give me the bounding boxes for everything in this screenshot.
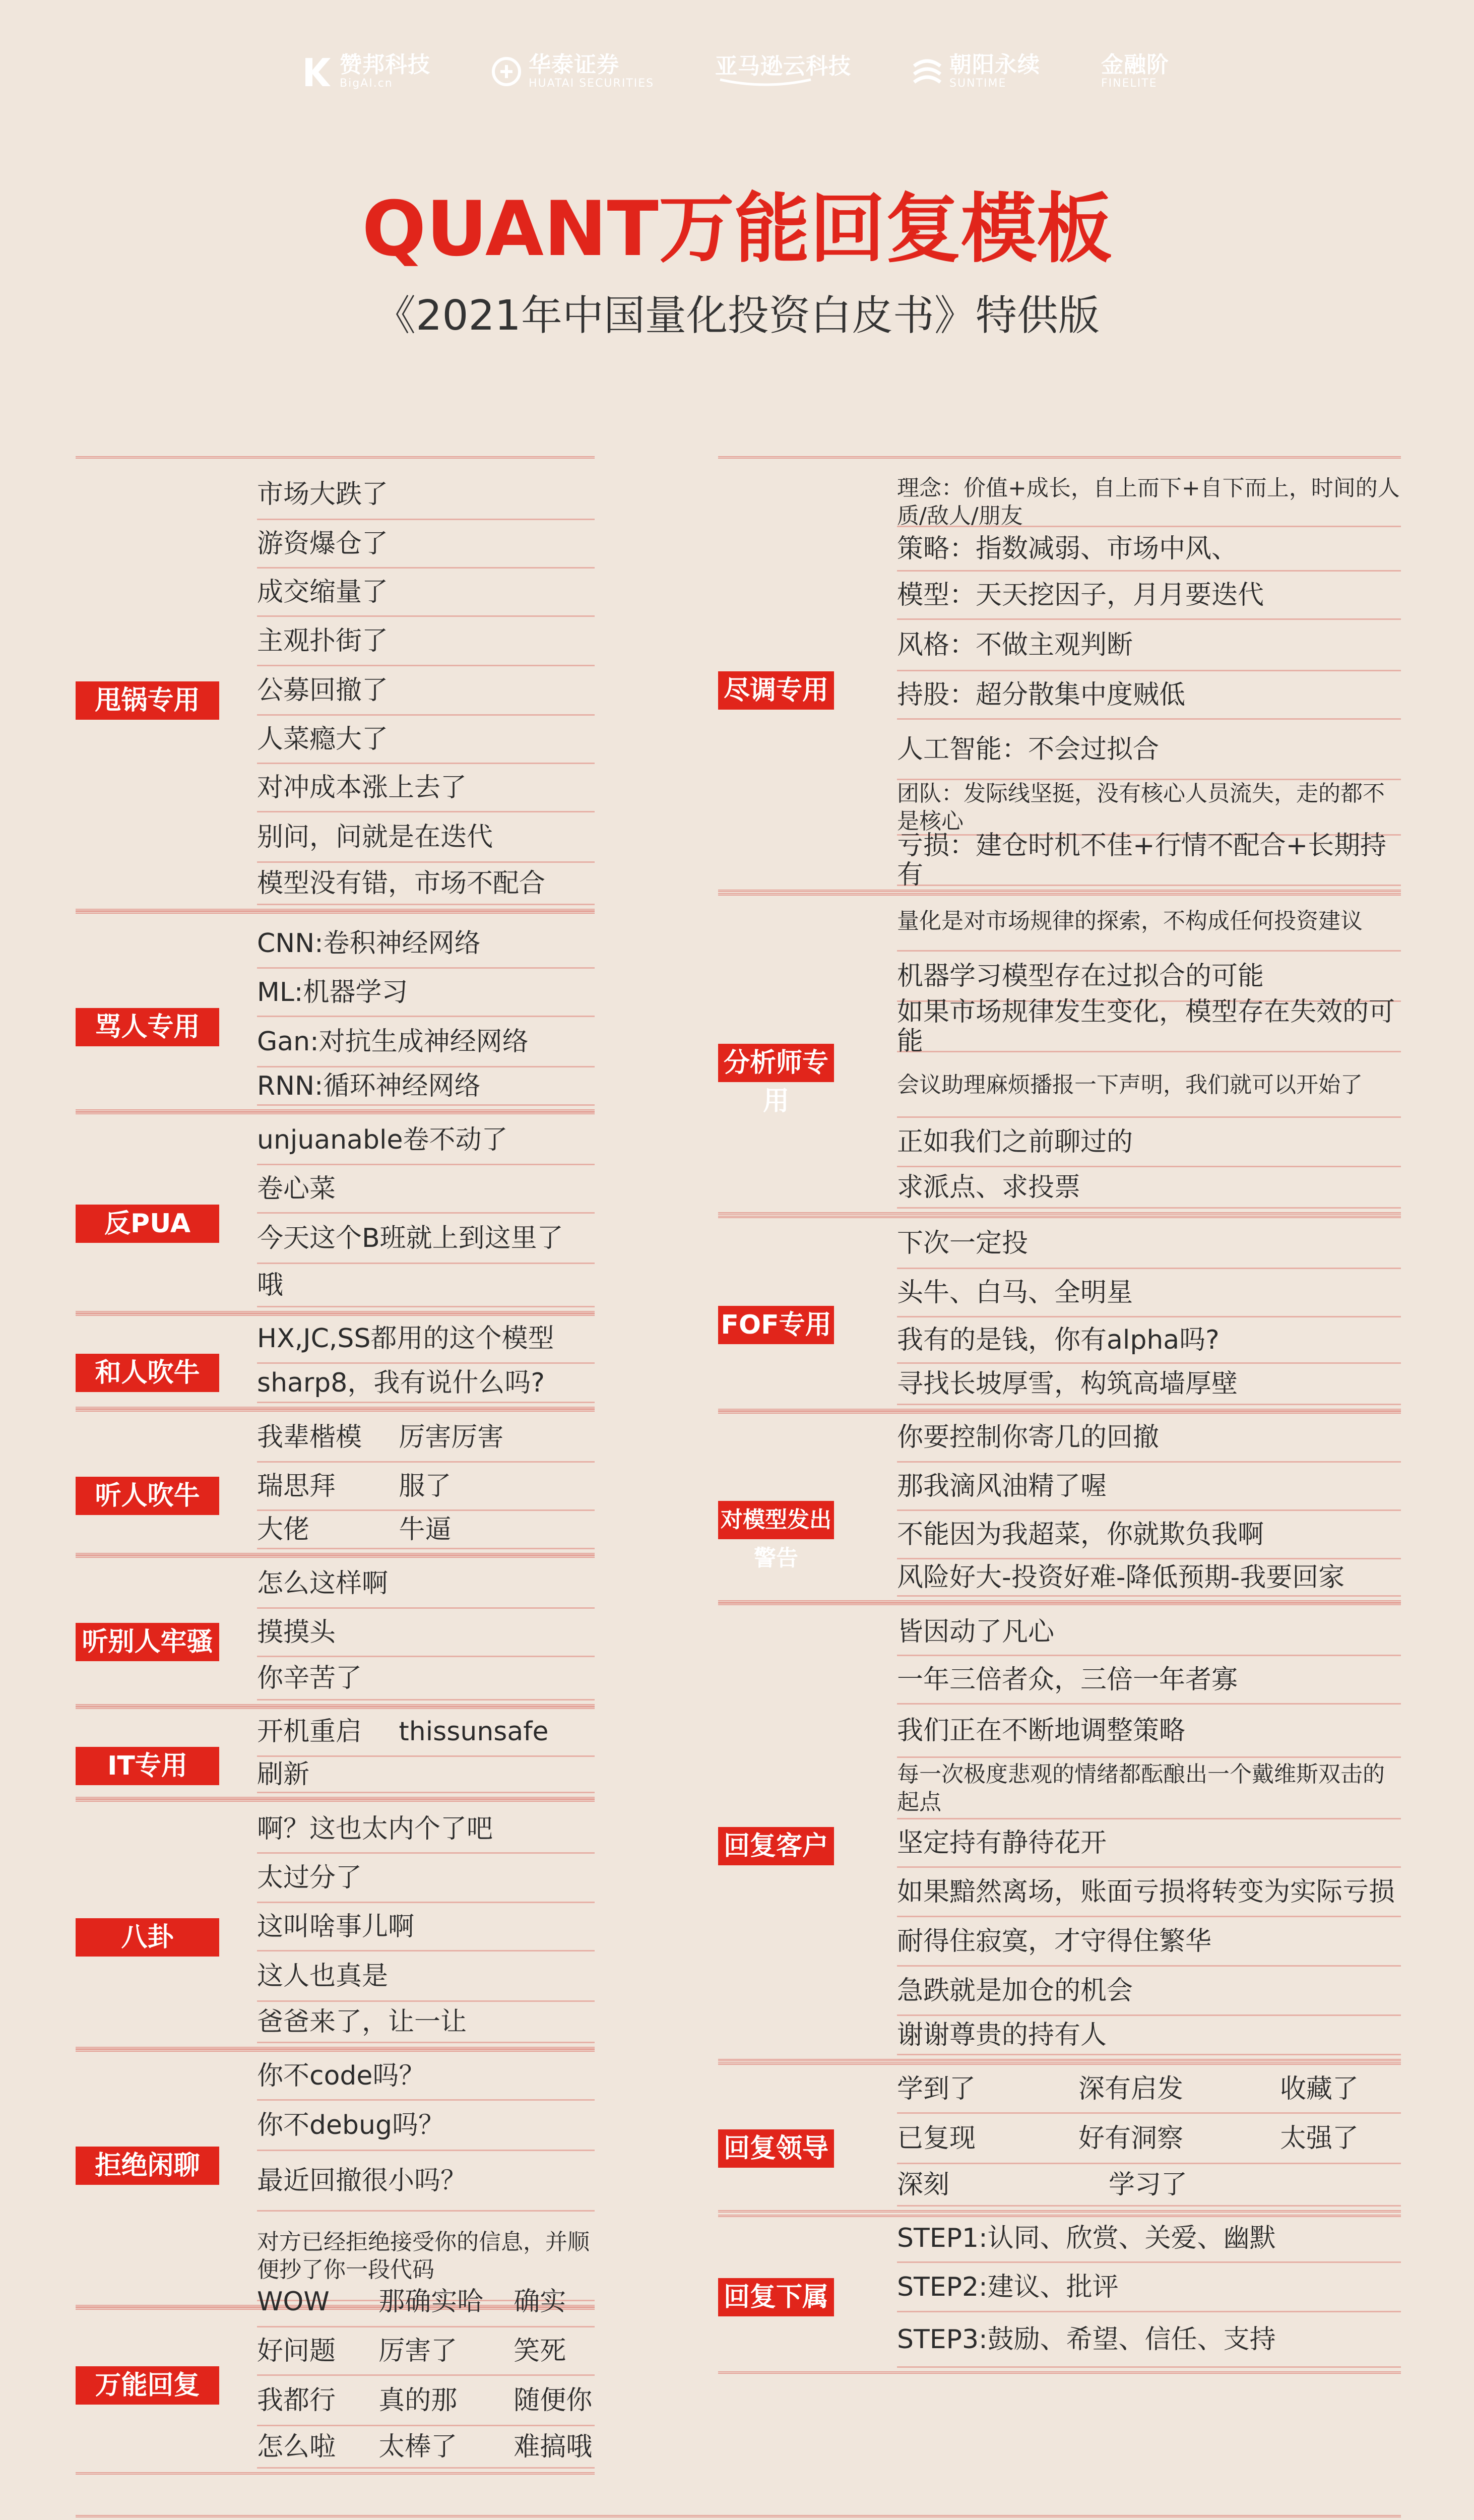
template-phrase: 策略：指数减弱、市场中风、	[897, 528, 1401, 572]
template-phrase: 模型：天天挖因子，月月要迭代	[897, 572, 1401, 620]
right-section-5	[718, 2062, 1401, 2213]
phrase-part: 随便你	[514, 2385, 593, 2416]
template-phrase: RNN:循环神经网络	[257, 1068, 595, 1106]
phrase-part: 深刻	[897, 2169, 950, 2200]
phrase-part: thissunsafe	[399, 1716, 549, 1747]
template-phrase: 摸摸头	[257, 1609, 595, 1657]
template-phrase: 不能因为我超菜，你就欺负我啊	[897, 1511, 1401, 1559]
template-phrase: 风格：不做主观判断	[897, 620, 1401, 671]
template-phrase: 你不code吗？	[257, 2053, 595, 2101]
template-phrase: Gan:对抗生成神经网络	[257, 1018, 595, 1067]
template-phrase: STEP3:鼓励、希望、信任、支持	[897, 2313, 1401, 2368]
template-phrase	[257, 1511, 595, 1549]
template-phrase: 最近回撤很小吗？	[257, 2152, 595, 2212]
phrase-part: 我辈楷模	[257, 1422, 362, 1453]
section-label: 反PUA	[76, 1205, 219, 1243]
right-section-1	[718, 893, 1401, 1215]
template-phrase	[257, 2376, 595, 2426]
logo-subtext: BigAI.cn	[340, 77, 393, 90]
template-phrase	[257, 2328, 595, 2376]
template-phrase: 皆因动了凡心	[897, 1609, 1401, 1656]
template-phrase: 我有的是钱，你有alpha吗?	[897, 1318, 1401, 1364]
section-label: IT专用	[76, 1747, 219, 1785]
phrase-part: 我都行	[257, 2385, 336, 2416]
logo-huatai	[491, 54, 654, 89]
left-section-1	[76, 911, 595, 1112]
template-phrase: 我们正在不断地调整策略	[897, 1705, 1401, 1758]
template-phrase: 谢谢尊贵的持有人	[897, 2017, 1401, 2055]
phrase-part: 真的那	[378, 2385, 458, 2416]
template-phrase: 坚定持有静待花开	[897, 1820, 1401, 1868]
template-phrase: 你要控制你寄几的回撤	[897, 1414, 1401, 1463]
left-section-2	[76, 1112, 595, 1313]
section-label: 八卦	[76, 1918, 219, 1957]
phrase-part: 学到了	[897, 2073, 976, 2104]
template-phrase: 市场大跌了	[257, 471, 595, 520]
template-phrase: 卷心菜	[257, 1166, 595, 1214]
logo-text: 亚马逊云科技	[715, 53, 852, 79]
template-phrase: 风险好大-投资好难-降低预期-我要回家	[897, 1560, 1401, 1597]
template-phrase: 太过分了	[257, 1854, 595, 1903]
template-phrase	[897, 2114, 1401, 2164]
phrase-part: 太强了	[1280, 2123, 1359, 2154]
logo-aws	[715, 55, 851, 88]
template-phrase: 爸爸来了，让一让	[257, 2002, 595, 2043]
template-phrase: 对冲成本涨上去了	[257, 765, 595, 812]
template-phrase	[257, 1463, 595, 1511]
logo-subtext: HUATAI SECURITIES	[528, 77, 655, 90]
sponsor-logos	[302, 46, 1169, 97]
logo-text: 赞邦科技	[340, 52, 430, 78]
phrase-part: WOW	[257, 2286, 330, 2317]
template-phrase: 会议助理麻烦播报一下声明，我们就可以开始了	[897, 1053, 1401, 1118]
left-section-8	[76, 2049, 595, 2307]
template-phrase: 耐得住寂寞，才守得住繁华	[897, 1918, 1401, 1967]
template-phrase: 成交缩量了	[257, 569, 595, 617]
k-logo-icon	[302, 56, 333, 87]
template-phrase: 刷新	[257, 1757, 595, 1793]
suntime-logo-icon	[912, 56, 942, 87]
template-phrase: sharp8，我有说什么吗?	[257, 1364, 595, 1403]
template-phrase: 急跌就是加仓的机会	[897, 1967, 1401, 2016]
phrase-part: 那确实哈	[378, 2286, 484, 2317]
logo-zanbang	[302, 54, 430, 89]
template-phrase: 量化是对市场规律的探索，不构成任何投资建议	[897, 892, 1401, 952]
right-section-6	[718, 2215, 1401, 2374]
template-phrase	[257, 1414, 595, 1463]
template-phrase: 正如我们之前聊过的	[897, 1118, 1401, 1167]
section-label: FOF专用	[718, 1306, 834, 1344]
logo-suntime	[912, 54, 1040, 89]
phrase-part: 瑞思拜	[257, 1471, 336, 1501]
template-phrase: 别问，问就是在迭代	[257, 813, 595, 863]
template-phrase: 一年三倍者众，三倍一年者寡	[897, 1657, 1401, 1705]
logo-text: 朝阳永续	[949, 52, 1041, 78]
template-phrase: 持股：超分散集中度贼低	[897, 672, 1401, 720]
template-phrase: 求派点、求投票	[897, 1168, 1401, 1209]
phrase-part: 服了	[399, 1471, 452, 1501]
template-phrase: 团队：发际线坚挺，没有核心人员流失，走的都不是核心	[897, 781, 1401, 836]
phrase-part: 笑死	[514, 2336, 566, 2366]
phrase-part: 开机重启	[257, 1716, 362, 1747]
phrase-part: 怎么啦	[257, 2431, 336, 2462]
logo-finelite	[1101, 54, 1169, 89]
section-label: 骂人专用	[76, 1008, 219, 1046]
template-phrase: 你不debug吗？	[257, 2101, 595, 2151]
template-phrase: 对方已经拒绝接受你的信息，并顺便抄了你一段代码	[257, 2212, 595, 2301]
template-phrase: 模型没有错，市场不配合	[257, 863, 595, 905]
template-phrase: unjuanable卷不动了	[257, 1116, 595, 1165]
section-label: 和人吹牛	[76, 1354, 219, 1392]
logo-subtext: FINELITE	[1101, 77, 1158, 90]
section-label: 拒绝闲聊	[76, 2147, 219, 2185]
template-phrase	[257, 2427, 595, 2469]
phrase-part: 好问题	[257, 2336, 336, 2366]
template-phrase: 啊？这也太内个了吧	[257, 1806, 595, 1854]
right-section-2	[718, 1216, 1401, 1411]
section-label: 听别人牢骚	[76, 1623, 219, 1661]
template-phrase: 那我滴风油精了喔	[897, 1463, 1401, 1511]
template-phrase: 哦	[257, 1265, 595, 1307]
template-phrase: 亏损：建仓时机不佳+行情不配合+长期持有	[897, 836, 1401, 886]
right-section-0	[718, 456, 1401, 892]
girlfriend-box	[76, 2515, 1401, 2520]
section-label: 对模型发出警告	[718, 1501, 834, 1539]
phrase-part: 已复现	[897, 2123, 976, 2154]
template-phrase: 公募回撤了	[257, 667, 595, 716]
left-section-0	[76, 456, 595, 911]
section-label: 回复客户	[718, 1827, 834, 1865]
template-phrase: 这叫啥事儿啊	[257, 1904, 595, 1951]
logo-subtext: SUNTIME	[949, 77, 1007, 90]
template-phrase: 游资爆仓了	[257, 521, 595, 569]
phrase-part: 确实	[514, 2286, 566, 2317]
template-phrase: 机器学习模型存在过拟合的可能	[897, 952, 1401, 1002]
template-phrase: 主观扑街了	[257, 617, 595, 666]
section-label: 回复领导	[718, 2129, 834, 2168]
left-section-3	[76, 1313, 595, 1409]
template-phrase	[257, 2278, 595, 2327]
left-section-6	[76, 1707, 595, 1799]
phrase-part: 学习了	[1109, 2169, 1188, 2200]
left-section-9	[76, 2286, 595, 2475]
phrase-part: 收藏了	[1280, 2073, 1359, 2104]
left-section-7	[76, 1799, 595, 2049]
template-phrase	[257, 1708, 595, 1757]
page-subtitle: 《2021年中国量化投资白皮书》特供版	[374, 292, 1100, 340]
phrase-part: 深有启发	[1078, 2073, 1184, 2104]
template-phrase: 寻找长坡厚雪，构筑高墙厚壁	[897, 1364, 1401, 1405]
template-phrase: 头牛、白马、全明星	[897, 1270, 1401, 1317]
smile-arrow-icon	[715, 78, 816, 88]
template-phrase: ML:机器学习	[257, 969, 595, 1017]
phrase-part: 厉害厉害	[399, 1422, 504, 1453]
template-phrase: 人工智能：不会过拟合	[897, 720, 1401, 780]
template-phrase: 如果市场规律发生变化，模型存在失效的可能	[897, 1002, 1401, 1052]
template-phrase: 下次一定投	[897, 1219, 1401, 1269]
section-label: 万能回复	[76, 2366, 219, 2405]
template-phrase: HX,JC,SS都用的这个模型	[257, 1315, 595, 1364]
template-phrase: STEP2:建议、批评	[897, 2263, 1401, 2312]
template-phrase	[897, 2165, 1401, 2207]
template-phrase: 理念：价值+成长，自上而下+自下而上，时间的人质/敌人/朋友	[897, 478, 1401, 527]
logo-text: 金融阶	[1101, 52, 1169, 78]
template-phrase: 每一次极度悲观的情绪都酝酿出一个戴维斯双击的起点	[897, 1758, 1401, 1819]
template-phrase: 如果黯然离场，账面亏损将转变为实际亏损	[897, 1868, 1401, 1917]
template-phrase: 人菜瘾大了	[257, 716, 595, 764]
template-phrase: 今天这个B班就上到这里了	[257, 1214, 595, 1264]
right-section-4	[718, 1603, 1401, 2061]
phrase-part: 太棒了	[378, 2431, 458, 2462]
phrase-part: 大佬	[257, 1514, 310, 1545]
phrase-part: 厉害了	[378, 2336, 458, 2366]
phrase-part: 好有洞察	[1078, 2123, 1184, 2154]
section-label: 尽调专用	[718, 671, 834, 710]
phrase-part: 牛逼	[399, 1514, 452, 1545]
section-label: 听人吹牛	[76, 1477, 219, 1515]
page-title: QUANT万能回复模板	[362, 185, 1112, 273]
template-phrase: STEP1:认同、欣赏、关爱、幽默	[897, 2215, 1401, 2263]
template-phrase: CNN:卷积神经网络	[257, 920, 595, 969]
right-section-3	[718, 1411, 1401, 1603]
huatai-logo-icon	[491, 56, 522, 87]
left-section-5	[76, 1555, 595, 1707]
template-phrase	[897, 2066, 1401, 2114]
section-label: 甩锅专用	[76, 681, 219, 720]
template-phrase: 怎么这样啊	[257, 1560, 595, 1609]
template-phrase: 你辛苦了	[257, 1658, 595, 1700]
logo-text: 华泰证券	[528, 52, 619, 78]
phrase-part: 难搞哦	[514, 2431, 593, 2462]
section-label: 分析师专用	[718, 1044, 834, 1082]
template-phrase: 这人也真是	[257, 1952, 595, 2002]
section-label: 回复下属	[718, 2278, 834, 2316]
left-section-4	[76, 1409, 595, 1555]
